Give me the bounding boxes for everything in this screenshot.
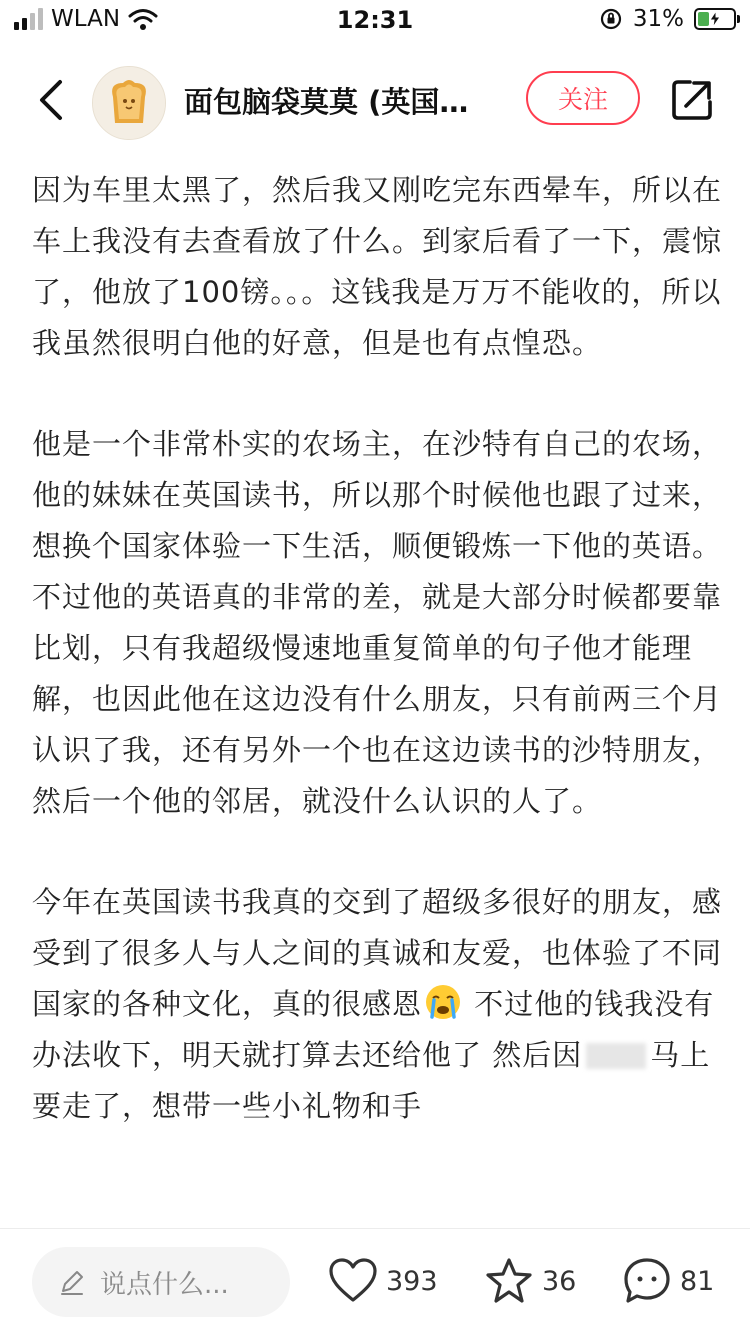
bread-avatar-icon bbox=[93, 67, 165, 139]
favorite-button[interactable] bbox=[484, 1251, 576, 1311]
favorite-count: 36 bbox=[542, 1265, 577, 1297]
paragraph-text: 今年在英国读书我真的交到了超级多很好的朋友，感受到了很多人与人之间的真诚和友爱，也体验了不同国家的各种文化，真的很感恩 bbox=[32, 885, 722, 1021]
comment-icon bbox=[622, 1256, 672, 1306]
comment-input[interactable] bbox=[32, 1247, 290, 1317]
article-paragraph bbox=[32, 877, 722, 1132]
charging-bolt-icon bbox=[708, 11, 722, 27]
pen-icon bbox=[58, 1268, 86, 1296]
share-icon bbox=[670, 78, 714, 122]
status-bar bbox=[0, 0, 750, 40]
carrier-label: WLAN bbox=[51, 6, 121, 32]
article-paragraph: 他是一个非常朴实的农场主，在沙特有自己的农场，他的妹妹在英国读书，所以那个时候他也跟了过来，想换个国家体验一下生活，顺便锻炼一下他的英语。不过他的英语真的非常的差，就是大部分时候都要靠比划，只有我超级慢速地重复简单的句子他才能理解，也因此他在这边没有什么朋友，只有前两三个月认识了我，还有另外一个也在这边读书的沙特朋友，然后一个他的邻居，就没什么认识的人了。 bbox=[32, 427, 722, 818]
like-count: 393 bbox=[386, 1265, 438, 1297]
back-button[interactable] bbox=[30, 76, 70, 124]
share-button[interactable] bbox=[670, 78, 714, 122]
heart-icon bbox=[328, 1256, 378, 1306]
status-time: 12:31 bbox=[336, 6, 414, 34]
rotation-lock-icon bbox=[599, 7, 623, 31]
chevron-left-icon bbox=[36, 78, 64, 122]
star-icon bbox=[484, 1256, 534, 1306]
crying-face-icon bbox=[424, 983, 462, 1021]
post-header bbox=[0, 58, 750, 142]
author-avatar[interactable] bbox=[92, 66, 166, 140]
follow-button[interactable]: 关注 bbox=[526, 71, 640, 125]
battery-percent: 31% bbox=[632, 6, 684, 32]
battery-icon bbox=[694, 8, 736, 30]
paragraph-text: 马上要走了，想带一些小礼物和手 bbox=[32, 1038, 711, 1123]
article-body bbox=[32, 165, 722, 1225]
paragraph-text: 不过他的钱我没有办法收下，明天就打算去还给他了 然后因 bbox=[32, 987, 715, 1072]
article-paragraph: 因为车里太黑了，然后我又刚吃完东西晕车，所以在车上我没有去查看放了什么。到家后看了一下，震惊了，他放了100镑。。。这钱我是万万不能收的，所以我虽然很明白他的好意，但是也有点惶恐。 bbox=[32, 173, 722, 360]
comment-count: 81 bbox=[680, 1265, 715, 1297]
like-button[interactable] bbox=[328, 1251, 438, 1311]
blurred-text bbox=[586, 1043, 646, 1069]
author-name[interactable]: 面包脑袋莫莫 (英国… bbox=[184, 85, 469, 119]
comment-button[interactable] bbox=[622, 1251, 714, 1311]
comment-placeholder: 说点什么... bbox=[100, 1269, 229, 1300]
bottom-action-bar bbox=[0, 1228, 750, 1335]
status-right bbox=[599, 6, 736, 32]
